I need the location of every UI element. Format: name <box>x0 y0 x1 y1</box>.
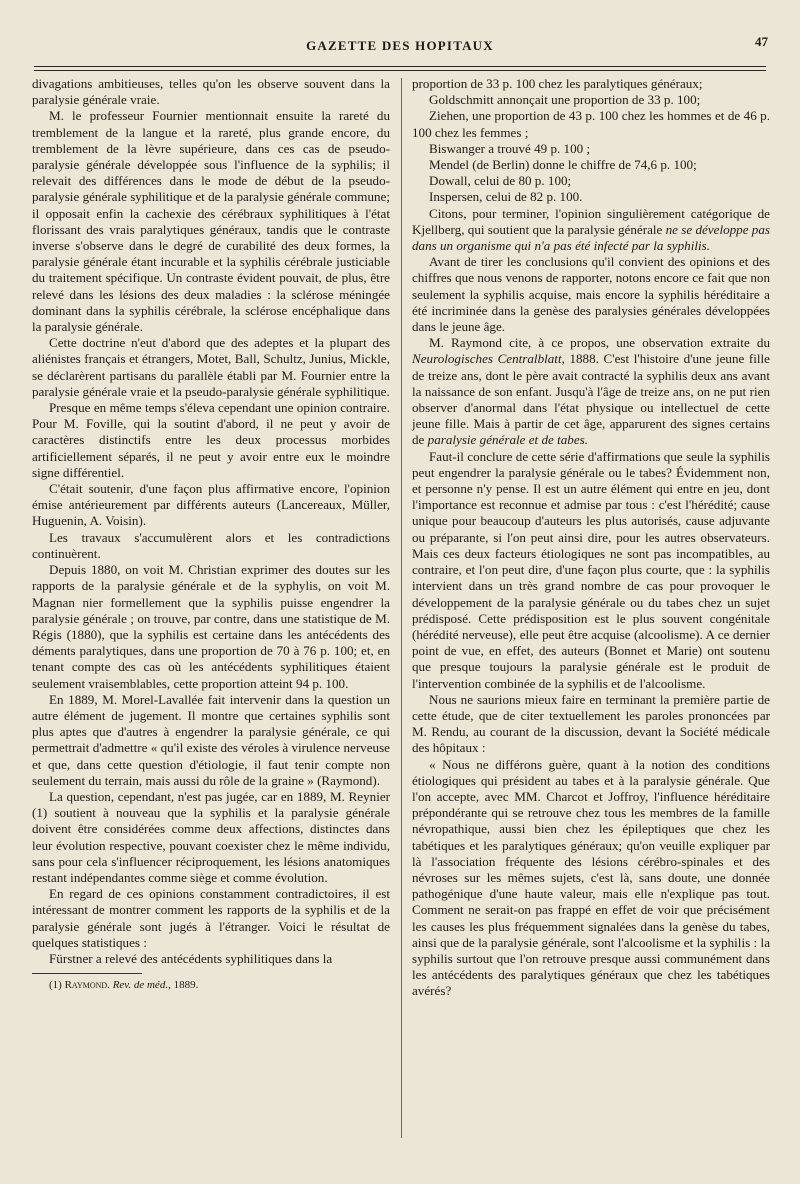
paragraph: Fürstner a relevé des antécédents syphilitiques dans la <box>49 950 333 966</box>
paragraph: En 1889, M. Morel-Lavallée fait intervenir dans la question un autre élément de jugement. Il montre que certaines syphilis sont plus aptes que d'autres à engendrer la paralysie générale, ce qui permettrait d'admettre « qu'il existe des véroles à virulence nerveuse et que, dans cette question d'étiologie, il faut tenir compte non seulement du terrain, mais aussi du rôle de la graine » (Raymond). <box>32 691 390 788</box>
paragraph <box>412 335 770 448</box>
running-title: GAZETTE DES HOPITAUX <box>306 38 494 53</box>
right-column <box>412 76 770 1000</box>
paragraph: Faut-il conclure de cette série d'affirmations que seule la syphilis peut engendrer la paralysie générale ou le tabes? Évidemment non, et personne n'y pense. Il est un autre élément qui entre en jeu, dont l'importance est reconnue et admise par tous : c'est l'hérédité; cause unique pour beaucoup d'auteurs les plus autorisés, cause adjuvante ou préparante, si l'on peut ainsi dire, pour les autres observateurs. Mais ces deux facteurs étiologiques ne sont pas incompatibles, au contraire, et l'on peut dire, d'une façon plus courte, que : la syphilis intervient dans un très grand nombre de cas pour provoquer le développement de la paralysie générale ou du tabes chez un sujet prédisposé. Cette prédisposition est le plus souvent congénitale (hérédité nerveuse), elle peut être acquise (alcoolisme). A ce dernier point de vue, en effet, des auteurs (Bonnet et Marie) ont soutenu que presque toujours la paralysie générale est le produit de l'intervention combinée de la syphilis et de l'alcoolisme. <box>412 448 770 691</box>
footnote <box>32 978 390 992</box>
paragraph: Les travaux s'accumulèrent alors et les contradictions continuèrent. <box>32 529 390 561</box>
column-divider <box>401 78 402 1138</box>
paragraph: Avant de tirer les conclusions qu'il convient des opinions et des chiffres que nous venons de rapporter, notons encore ce fait que non seulement la syphilis acquise, mais encore la syphilis héréditaire a été incriminée dans la genèse des paralysies générales développées dans le jeune âge. <box>412 254 770 335</box>
footnote-source: Rev. de méd. <box>112 979 169 992</box>
text-run: , 1888. C'est l'histoire d'une jeune fille de treize ans, dont le père avait contracté la syphilis deux ans avant la naissance de son enfant. Jusqu'à l'âge de treize ans, on ne put rien observer d'anormal dans l'état physique ou intellectuel de cette jeune fille. Mais à partir de cet âge, apparurent des signes certains de <box>412 351 770 448</box>
paragraph: La question, cependant, n'est pas jugée, car en 1889, M. Reynier (1) soutient à nouveau que la syphilis et la paralysie générale doivent être considérées comme deux affections, distinctes dans leur évolution respective, pouvant coexister chez le même individu, sans pour cela s'influencer réciproquement, les lésions anatomiques restant indépendantes comme siège et comme évolution. <box>32 788 390 885</box>
page-header <box>30 34 770 56</box>
header-rule-bottom <box>34 70 766 71</box>
paragraph: Presque en même temps s'éleva cependant une opinion contraire. Pour M. Foville, qui la soutint d'abord, il ne peut y avoir de caractères distinctifs entre les deux processus morbides artificiellement séparés, il ne peut y avoir entre eux le moindre signe différentiel. <box>32 400 390 480</box>
paragraph: Ziehen, une proportion de 43 p. 100 chez les hommes et de 46 p. 100 chez les femmes ; <box>412 108 770 140</box>
journal-title: Neurologisches Centralblatt <box>412 351 562 367</box>
text-run: M. Raymond cite, à ce propos, une observation extraite du <box>429 335 770 351</box>
paragraph: Nous ne saurions mieux faire en terminant la première partie de cette étude, que de citer textuellement les paroles prononcées par M. Rendu, au courant de la discussion, devant la Société médicale des hôpitaux : <box>412 691 770 756</box>
footnote-rule <box>32 973 142 974</box>
paragraph: En regard de ces opinions constamment contradictoires, il est intéressant de montrer comment les rapports de la syphilis et de la paralysie générale sont jugés à l'étranger. Voici le résultat de quelques statistiques : <box>32 886 390 950</box>
paragraph: proportion de 33 p. 100 chez les paralytiques généraux; <box>412 76 703 91</box>
footnote-marker: (1) <box>49 979 62 992</box>
footnote-year: , 1889. <box>168 979 199 992</box>
paragraph: Cette doctrine n'eut d'abord que des adeptes et la plupart des aliénistes français et étrangers, Motet, Ball, Schultz, Junius, Mickle, se déclarèrent partisans du parallèle établi par M. Fournier entre la paralysie générale vraie et la pseudo-paralysie générale syphilitique. <box>32 335 390 399</box>
emphasis: paralysie générale et de tabes. <box>427 432 588 448</box>
paragraph: C'était soutenir, d'une façon plus affirmative encore, l'opinion émise antérieurement par différents auteurs (Lancereaux, Müller, Huguenin, A. Voisin). <box>32 481 390 529</box>
left-column <box>32 76 390 992</box>
text-run: Citons, pour terminer, l'opinion singulièrement catégorique de Kjellberg, qui soutient que la paralysie générale <box>412 205 770 237</box>
page-number: 47 <box>755 34 768 49</box>
paragraph: M. le professeur Fournier mentionnait ensuite la rareté du tremblement de la langue et la rareté, plus grande encore, du tremblement de la lèvre supérieure, dans ces cas de pseudo-paralysie générale développée sous l'influence de la syphilis; il relevait des différences dans le mode de début de la pseudo-paralysie générale syphilitique et de la paralysie générale commune; il opposait enfin la cachexie des cérébraux syphilitiques à l'état florissant des vrais paralytiques généraux, tandis que le contraste inverse s'observe dans le degré de curabilité des deux formes, la paralysie générale étant incurable et la syphilis cérébrale justiciable du traitement spécifique. Un contraste évident pouvait, de plus, être relevé dans les lésions des deux maladies : la sclérose méningée dominant dans la syphilis cérébrale, la sclérose encéphalique dans la paralysie générale. <box>32 108 390 335</box>
paragraph: Inspersen, celui de 82 p. 100. <box>429 189 583 205</box>
paragraph: Biswanger a trouvé 49 p. 100 ; <box>429 140 591 156</box>
paragraph: « Nous ne différons guère, quant à la notion des conditions étiologiques qui président au tabes et à la paralysie générale. Que l'on accepte, avec MM. Charcot et Joffroy, l'influence héréditaire prépondérante qui se retrouve chez tous les membres de la famille névropathique, aussi bien chez les épileptiques que chez les tabétiques et les paralytiques généraux; qu'on veuille expliquer par là l'association fréquente des lésions cérébro-spinales et des névroses sur les mêmes sujets, c'est là, sans doute, une donnée pathogénique d'une haute valeur, mais elle n'explique pas tout. Comment ne serait-on pas frappé en effet de voir que précisément les causes les plus fréquemment signalées dans la genèse du tabes, ainsi que de la paralysie générale, sont l'alcoolisme et la syphilis : la syphilis surtout que l'on retrouve presque aussi communément dans les antécédents des paralytiques généraux que chez les tabétiques avérés? <box>412 756 770 999</box>
paragraph: Dowall, celui de 80 p. 100; <box>429 173 572 189</box>
paragraph <box>412 206 770 255</box>
emphasis: ne se développe pas dans un organisme qui n'a pas été infecté par la syphilis. <box>412 221 771 254</box>
paragraph: Mendel (de Berlin) donne le chiffre de 74,6 p. 100; <box>429 157 697 173</box>
header-rule-top <box>34 66 766 67</box>
paragraph: Goldschmitt annonçait une proportion de 33 p. 100; <box>429 92 701 108</box>
paragraph: Depuis 1880, on voit M. Christian exprimer des doutes sur les rapports de la paralysie générale et de la syphylis, on voit M. Magnan nier formellement que la syphilis puisse engendrer la paralysie générale ; on trouve, par contre, dans une statistique de M. Régis (1880), que la syphilis est certaine dans les antécédents des déments paralytiques, dans une proportion de 70 à 76 p. 100; et, en tenant compte des cas où les antécédents syphilitiques étaient seulement vraisemblables, cette proportion atteint 94 p. 100. <box>32 562 390 691</box>
paragraph: divagations ambitieuses, telles qu'on les observe souvent dans la paralysie générale vraie. <box>32 76 390 108</box>
footnote-author: Raymond. <box>64 979 110 992</box>
